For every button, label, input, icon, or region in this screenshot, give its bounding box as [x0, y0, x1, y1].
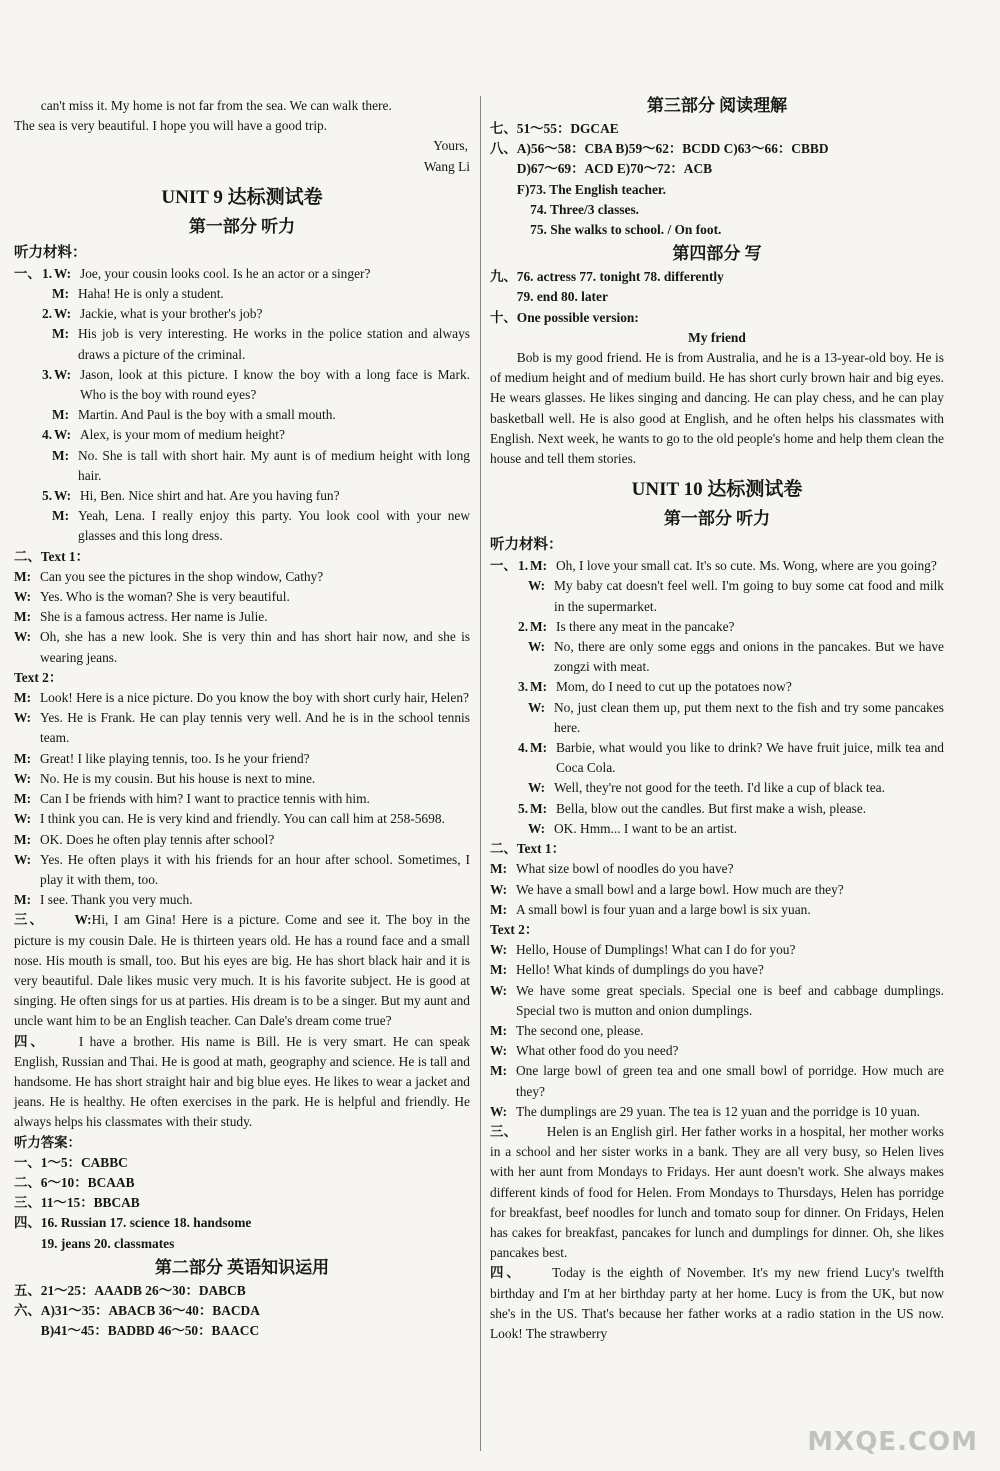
- dialog-line: M: Can you see the pictures in the shop window, Cathy?: [14, 568, 324, 584]
- listening-answers-label: 听力答案：: [14, 1134, 81, 1150]
- section-heading: 二、Text 1：: [490, 841, 566, 857]
- item-number: 4.: [518, 740, 529, 756]
- dialog-line: [490, 576, 944, 616]
- unit9-material-label: 听力材料：: [14, 244, 87, 261]
- unit9-part1-heading: 第一部分 听力: [188, 216, 296, 236]
- unit9-section1: [14, 264, 470, 547]
- dialog-line: [14, 324, 470, 364]
- unit10-section3: [490, 1122, 944, 1263]
- item-number: 2.: [518, 618, 529, 634]
- speaker: W:: [54, 366, 72, 382]
- dialog-text: Haha! He is only a student.: [78, 286, 224, 302]
- text-label: Text 2：: [14, 669, 63, 685]
- item-number: 1.: [518, 558, 529, 574]
- dialog-text: His job is very interesting. He works in the police station and always draws a picture of the criminal.: [78, 326, 470, 362]
- dialog-line: M: What size bowl of noodles do you have?: [490, 861, 734, 877]
- dialog-line: [490, 677, 944, 697]
- dialog-line: M: The second one, please.: [490, 1022, 644, 1038]
- speaker: M:: [52, 326, 70, 342]
- section-label: 四、: [14, 1033, 47, 1049]
- dialog-line: [490, 819, 944, 839]
- answer-line: 75. She walks to school. / On foot.: [490, 222, 722, 238]
- part4-answers: [490, 267, 944, 328]
- part3-answers: [490, 119, 944, 240]
- listening-answers: [14, 1153, 470, 1254]
- passage-text: Hi, I am Gina! Here is a picture. Come and see it. The boy in the picture is my cousin Dale. He is thirteen years old. He has a round face and a small nose. His mouth is small, too. But his eyes are big. He has short black hair and it is very beautiful. Dale likes music very much. It is his favorite subject. He is good at singing. He often sings for us at parties. His dream is to be a singer. But my aunt and uncle want him to be an English teacher. Can Dale's dream come true?: [14, 912, 471, 1029]
- answer-line: 四、16. Russian 17. science 18. handsome: [14, 1215, 252, 1231]
- answer-line: 七、51～55：DGCAE: [490, 121, 619, 136]
- speaker: M:: [530, 740, 548, 756]
- dialog-line: [14, 506, 470, 546]
- dialog-line: M: Hello! What kinds of dumplings do you have?: [490, 962, 764, 978]
- unit9-part2-heading: 第二部分 英语知识运用: [154, 1257, 330, 1277]
- dialog-line: [490, 799, 944, 819]
- unit10-title: UNIT 10 达标测试卷: [631, 479, 803, 501]
- speaker: M:: [530, 618, 548, 634]
- dialog-line: [490, 738, 944, 778]
- dialog-line: [490, 698, 944, 738]
- speaker: M:: [530, 558, 548, 574]
- letter-closing: Yours,: [433, 138, 468, 154]
- unit9-section2: [14, 547, 470, 911]
- dialog-line: W: Hello, House of Dumplings! What can I do for you?: [490, 942, 796, 958]
- dialog-line: W: Oh, she has a new look. She is very thin and has short hair now, and she is wearing jeans.: [14, 629, 470, 665]
- left-column: [14, 96, 470, 1341]
- item-number: 3.: [518, 679, 529, 695]
- dialog-line: [490, 637, 944, 677]
- text-label: Text 2：: [490, 921, 539, 937]
- item-number: 4.: [42, 427, 53, 443]
- dialog-text: Martin. And Paul is the boy with a small mouth.: [78, 407, 336, 423]
- speaker: W:: [54, 306, 72, 322]
- dialog-line: [14, 486, 470, 506]
- unit9-part4-heading: 第四部分 写: [672, 244, 762, 264]
- answer-line: 二、6～10：BCAAB: [14, 1174, 135, 1190]
- dialog-line: [14, 405, 470, 425]
- section-label: 三、: [490, 1123, 518, 1139]
- unit9-part3-heading: 第三部分 阅读理解: [646, 96, 788, 115]
- dialog-line: [490, 778, 944, 798]
- dialog-text: Mom, do I need to cut up the potatoes now?: [556, 679, 792, 695]
- dialog-line: [14, 446, 470, 486]
- dialog-line: [14, 264, 470, 284]
- answer-line: F)73. The English teacher.: [490, 181, 666, 197]
- unit10-section4: [490, 1263, 944, 1344]
- dialog-line: W: Yes. Who is the woman? She is very beautiful.: [14, 589, 290, 605]
- dialog-text: Barbie, what would you like to drink? We have fruit juice, milk tea and Coca Cola.: [556, 740, 944, 776]
- dialog-text: No, there are only some eggs and onions in the pancakes. But we have zongzi with meat.: [554, 639, 944, 675]
- item-number: 5.: [42, 488, 53, 504]
- unit10-material-label: 听力材料：: [490, 537, 563, 554]
- text-label: Text 1：: [40, 548, 90, 564]
- speaker: M:: [52, 508, 70, 524]
- unit9-section4: [14, 1032, 470, 1133]
- answer-line: 八、A)56～58：CBA B)59～62：BCDD C)63～66：CBBD: [490, 141, 829, 157]
- essay-body: Bob is my good friend. He is from Australia, and he is a 13-year-old boy. He is of medium height and of medium build. He has short curly brown hair and big eyes. He wears glasses. He likes singing and dancing. He can play chess, and he can play basketball well. He is also good at English, and he often helps his classmates with English. Next week, he wants to go to the old people's home and help them clean the house and tell them stories.: [490, 350, 944, 467]
- dialog-line: M: OK. Does he often play tennis after school?: [14, 831, 275, 847]
- speaker: W:: [54, 265, 72, 281]
- dialog-text: No. She is tall with short hair. My aunt is of medium height with long hair.: [78, 447, 470, 483]
- section-label: 一、: [490, 558, 517, 574]
- dialog-line: [14, 425, 470, 445]
- unit9-title: UNIT 9 达标测试卷: [161, 186, 323, 208]
- section-label: 四、: [490, 1265, 523, 1281]
- dialog-line: [490, 617, 944, 637]
- speaker: M:: [52, 407, 70, 423]
- answer-line: 三、11～15：BBCAB: [14, 1195, 140, 1211]
- answer-line: 五、21～25：AAADB 26～30：DABCB: [14, 1282, 246, 1298]
- item-number: 5.: [518, 800, 529, 816]
- unit10-part1-heading: 第一部分 听力: [663, 509, 771, 529]
- dialog-line: [14, 284, 470, 304]
- dialog-text: Jackie, what is your brother's job?: [80, 306, 263, 322]
- answer-line: 九、76. actress 77. tonight 78. differently: [490, 269, 724, 285]
- speaker: W:: [528, 578, 546, 594]
- answer-line: 六、A)31～35：ABACB 36～40：BACDA: [14, 1302, 260, 1318]
- dialog-line: W: No. He is my cousin. But his house is next to mine.: [14, 770, 316, 786]
- letter-line: can't miss it. My home is not far from the sea. We can walk there.: [40, 98, 392, 113]
- item-number: 3.: [42, 366, 53, 382]
- dialog-text: Oh, I love your small cat. It's so cute. Ms. Wong, where are you going?: [556, 558, 937, 574]
- unit10-section1: [490, 556, 944, 839]
- dialog-line: [14, 304, 470, 324]
- dialog-text: Jason, look at this picture. I know the boy with a long face is Mark. Who is the boy with round eyes?: [80, 366, 470, 403]
- answer-line: 十、One possible version:: [490, 309, 639, 325]
- passage-text: I have a brother. His name is Bill. He is very smart. He can speak English, Russian and Thai. He is good at math, geography and science. He is tall and handsome. He has short straight hair and big blue eyes. He likes to wear a jacket and jeans. He is healthy. He often exercises in the park. He is helpful and friendly. He always helps his classmates with their study.: [14, 1033, 471, 1130]
- dialog-line: M: One large bowl of green tea and one small bowl of porridge. How much are they?: [490, 1063, 944, 1099]
- part2-answers: [14, 1281, 470, 1342]
- section-heading: 二、Text 1：: [14, 548, 90, 564]
- dialog-text: Yeah, Lena. I really enjoy this party. You look cool with your new glasses and this long dress.: [78, 508, 470, 544]
- dialog-line: M: I see. Thank you very much.: [14, 892, 193, 908]
- unit10-section2: [490, 839, 944, 1122]
- dialog-line: W: Yes. He often plays it with his friends for an hour after school. Sometimes, I play it with them, too.: [14, 851, 470, 887]
- dialog-line: M: She is a famous actress. Her name is Julie.: [14, 609, 268, 625]
- section-label: 三、: [14, 912, 46, 928]
- speaker: W:: [528, 639, 546, 655]
- speaker: M:: [530, 800, 548, 816]
- dialog-text: Well, they're not good for the teeth. I'd like a cup of black tea.: [554, 780, 885, 796]
- dialog-text: Alex, is your mom of medium height?: [80, 427, 285, 443]
- speaker: W:: [528, 699, 546, 715]
- answer-line: 一、1～5：CABBC: [14, 1154, 128, 1170]
- item-number: 1.: [42, 265, 53, 281]
- dialog-line: W: The dumplings are 29 yuan. The tea is 12 yuan and the porridge is 10 yuan.: [490, 1103, 920, 1119]
- dialog-text: No, just clean them up, put them next to the fish and try some pancakes here.: [554, 699, 944, 735]
- speaker: W:: [54, 427, 72, 443]
- dialog-text: OK. Hmm... I want to be an artist.: [554, 820, 737, 836]
- dialog-text: Joe, your cousin looks cool. Is he an actor or a singer?: [80, 265, 371, 281]
- dialog-line: [490, 556, 944, 576]
- section-label: 一、: [14, 265, 41, 281]
- dialog-line: M: A small bowl is four yuan and a large bowl is six yuan.: [490, 901, 811, 917]
- column-divider: [480, 96, 481, 1451]
- dialog-line: [14, 365, 470, 405]
- dialog-line: W: Yes. He is Frank. He can play tennis very well. And he is in the school tennis team.: [14, 710, 470, 746]
- dialog-line: M: Look! Here is a nice picture. Do you know the boy with short curly hair, Helen?: [14, 690, 469, 706]
- dialog-line: W: We have some great specials. Special one is beef and cabbage dumplings. Special two is mutton and onion dumplings.: [490, 982, 944, 1018]
- answer-line: 79. end 80. later: [490, 289, 608, 305]
- dialog-line: W: What other food do you need?: [490, 1043, 679, 1059]
- answer-line: 19. jeans 20. classmates: [14, 1235, 175, 1251]
- dialog-text: My baby cat doesn't feel well. I'm going to buy some cat food and milk in the supermarket.: [554, 578, 944, 614]
- speaker: M:: [530, 679, 548, 695]
- dialog-line: M: Can I be friends with him? I want to practice tennis with him.: [14, 791, 370, 807]
- dialog-line: W: We have a small bowl and a large bowl. How much are they?: [490, 881, 844, 897]
- answer-line: 74. Three/3 classes.: [490, 201, 640, 217]
- speaker: W:: [528, 780, 546, 796]
- right-column: [490, 96, 944, 1344]
- unit9-section3: [14, 910, 470, 1031]
- letter-line: The sea is very beautiful. I hope you will have a good trip.: [14, 118, 328, 134]
- speaker: M:: [52, 286, 70, 302]
- answer-line: D)67～69：ACD E)70～72：ACB: [490, 161, 713, 177]
- essay-title: My friend: [688, 329, 746, 345]
- item-number: 2.: [42, 306, 53, 322]
- letter-signature: Wang Li: [423, 158, 470, 174]
- letter-ending: [14, 96, 470, 177]
- watermark-logo: MXQE.COM: [807, 1427, 978, 1457]
- dialog-line: M: Great! I like playing tennis, too. Is he your friend?: [14, 750, 310, 766]
- dialog-text: Bella, blow out the candles. But first make a wish, please.: [556, 800, 867, 816]
- text-label: Text 1：: [516, 841, 566, 857]
- speaker: W:: [74, 912, 92, 928]
- dialog-text: Hi, Ben. Nice shirt and hat. Are you having fun?: [80, 488, 340, 504]
- answer-line: B)41～45：BADBD 46～50：BAACC: [14, 1323, 260, 1339]
- speaker: M:: [52, 447, 70, 463]
- dialog-text: Is there any meat in the pancake?: [556, 618, 735, 634]
- speaker: W:: [528, 820, 546, 836]
- dialog-line: W: I think you can. He is very kind and friendly. You can call him at 258-5698.: [14, 811, 445, 827]
- passage-text: Helen is an English girl. Her father works in a hospital, her mother works in a school and her sister works in a bank. They are all very busy, so Helen lives with her aunt from Mondays to Fridays. Her aunt doesn't work. She always makes different kinds of food for Helen. From Mondays to Thursdays, Helen has porridge for breakfast, beef noodles for lunch and tomato soup for dinner. On Fridays, Helen has cakes for breakfast, pancakes for lunch and dumplings for dinner. Oh, she likes pancakes best.: [490, 1123, 944, 1261]
- speaker: W:: [54, 488, 72, 504]
- passage-text: Today is the eighth of November. It's my new friend Lucy's twelfth birthday and I'm at her birthday party at her home. Lucy is from the UK, but now she's in the US. That's because her father works at a radio station in the US now. Look! The strawberry: [490, 1265, 945, 1341]
